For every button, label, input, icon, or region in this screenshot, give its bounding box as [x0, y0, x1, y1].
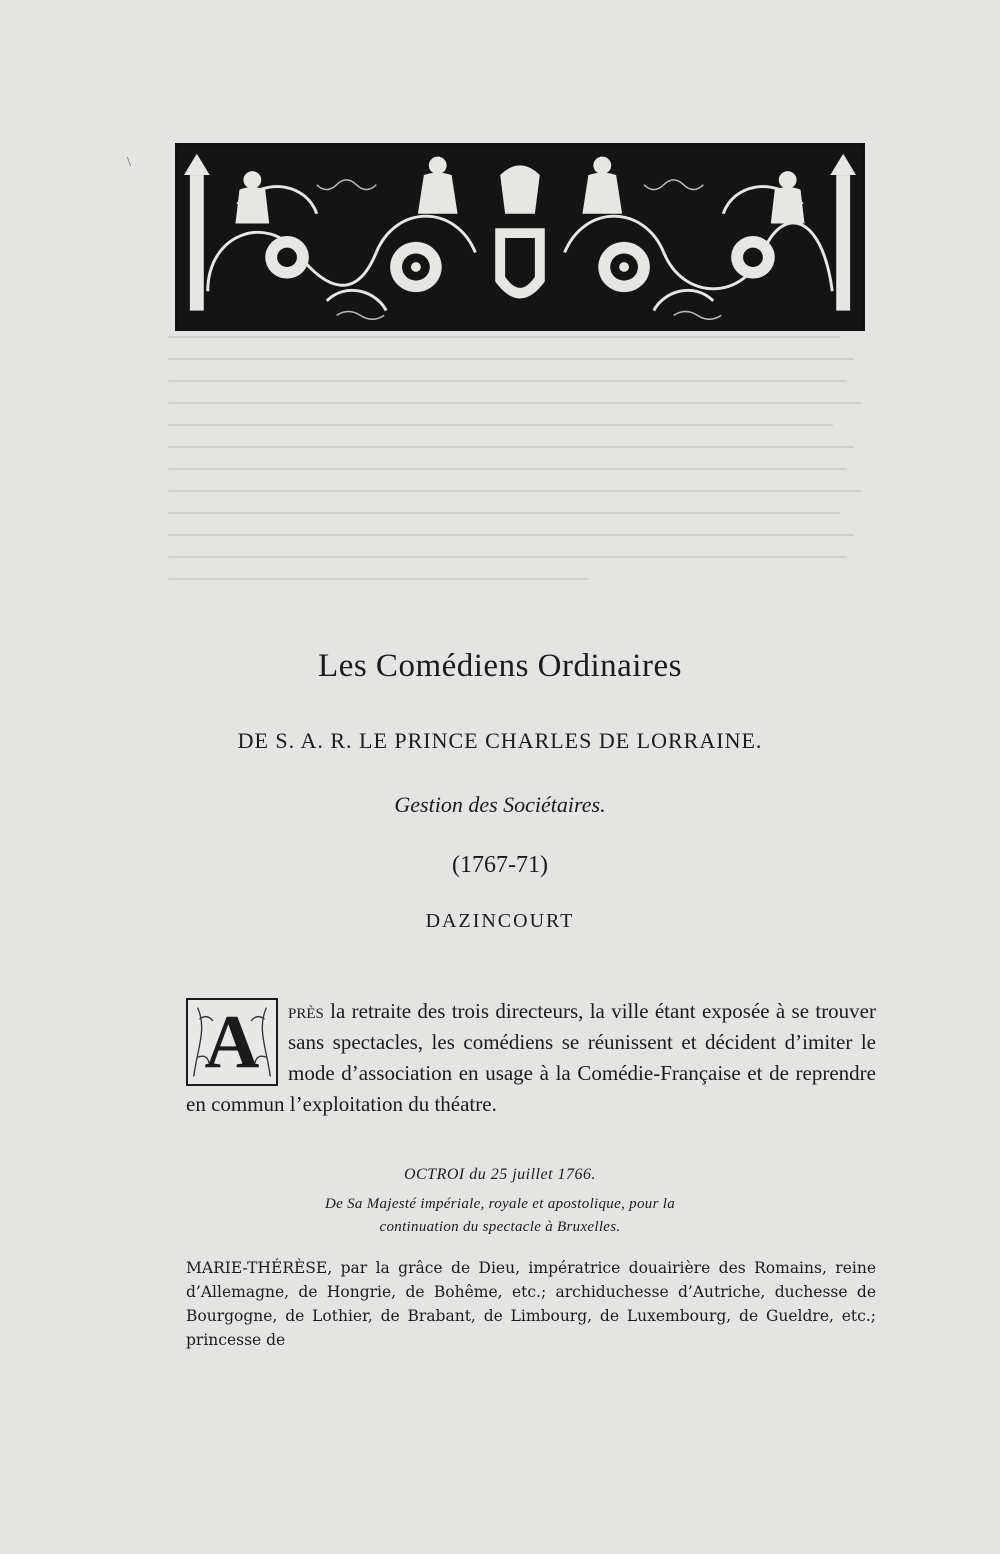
page-title: Les Comédiens Ordinaires	[318, 648, 682, 684]
section-heading: Gestion des Sociétaires.	[394, 792, 606, 817]
octroi-title: OCTROI du 25 juillet 1766.	[403, 1166, 597, 1183]
bleed-through-text	[168, 336, 868, 646]
paragraph-text: la retraite des trois directeurs, la ville étant exposée à se trouver sans spectacles, les comédiens se réunissent et décident d’imiter le mode d’association en usage à la Comédie-Française et de reprendre en commun l’exploitation du théatre.	[186, 999, 876, 1116]
opening-paragraph	[186, 996, 876, 1120]
date-range: (1767-71)	[452, 852, 548, 878]
page-subtitle: DE S. A. R. LE PRINCE CHARLES DE LORRAINE.	[237, 728, 763, 753]
drop-cap-letter: A	[204, 1000, 260, 1084]
drop-cap-ornament	[186, 998, 278, 1086]
decree-text: MARIE-THÉRÈSE, par la grâce de Dieu, impératrice douairière des Romains, reine d’Allemagne, de Hongrie, de Bohême, etc.; archiduchesse d’Autriche, duchesse de Bourgogne, de Lothier, de Brabant, de Limbourg, de Luxembourg, de Gueldre, etc.; princesse de	[186, 1259, 876, 1349]
ornamental-headpiece	[175, 143, 865, 331]
paragraph-lead: près	[288, 999, 324, 1023]
stray-mark: \	[127, 155, 131, 170]
ornament-illustration	[178, 146, 862, 328]
director-name: DAZINCOURT	[425, 910, 575, 932]
octroi-subtitle: De Sa Majesté impériale, royale et apostolique, pour la continuation du spectacle à Bruxelles.	[324, 1196, 676, 1235]
